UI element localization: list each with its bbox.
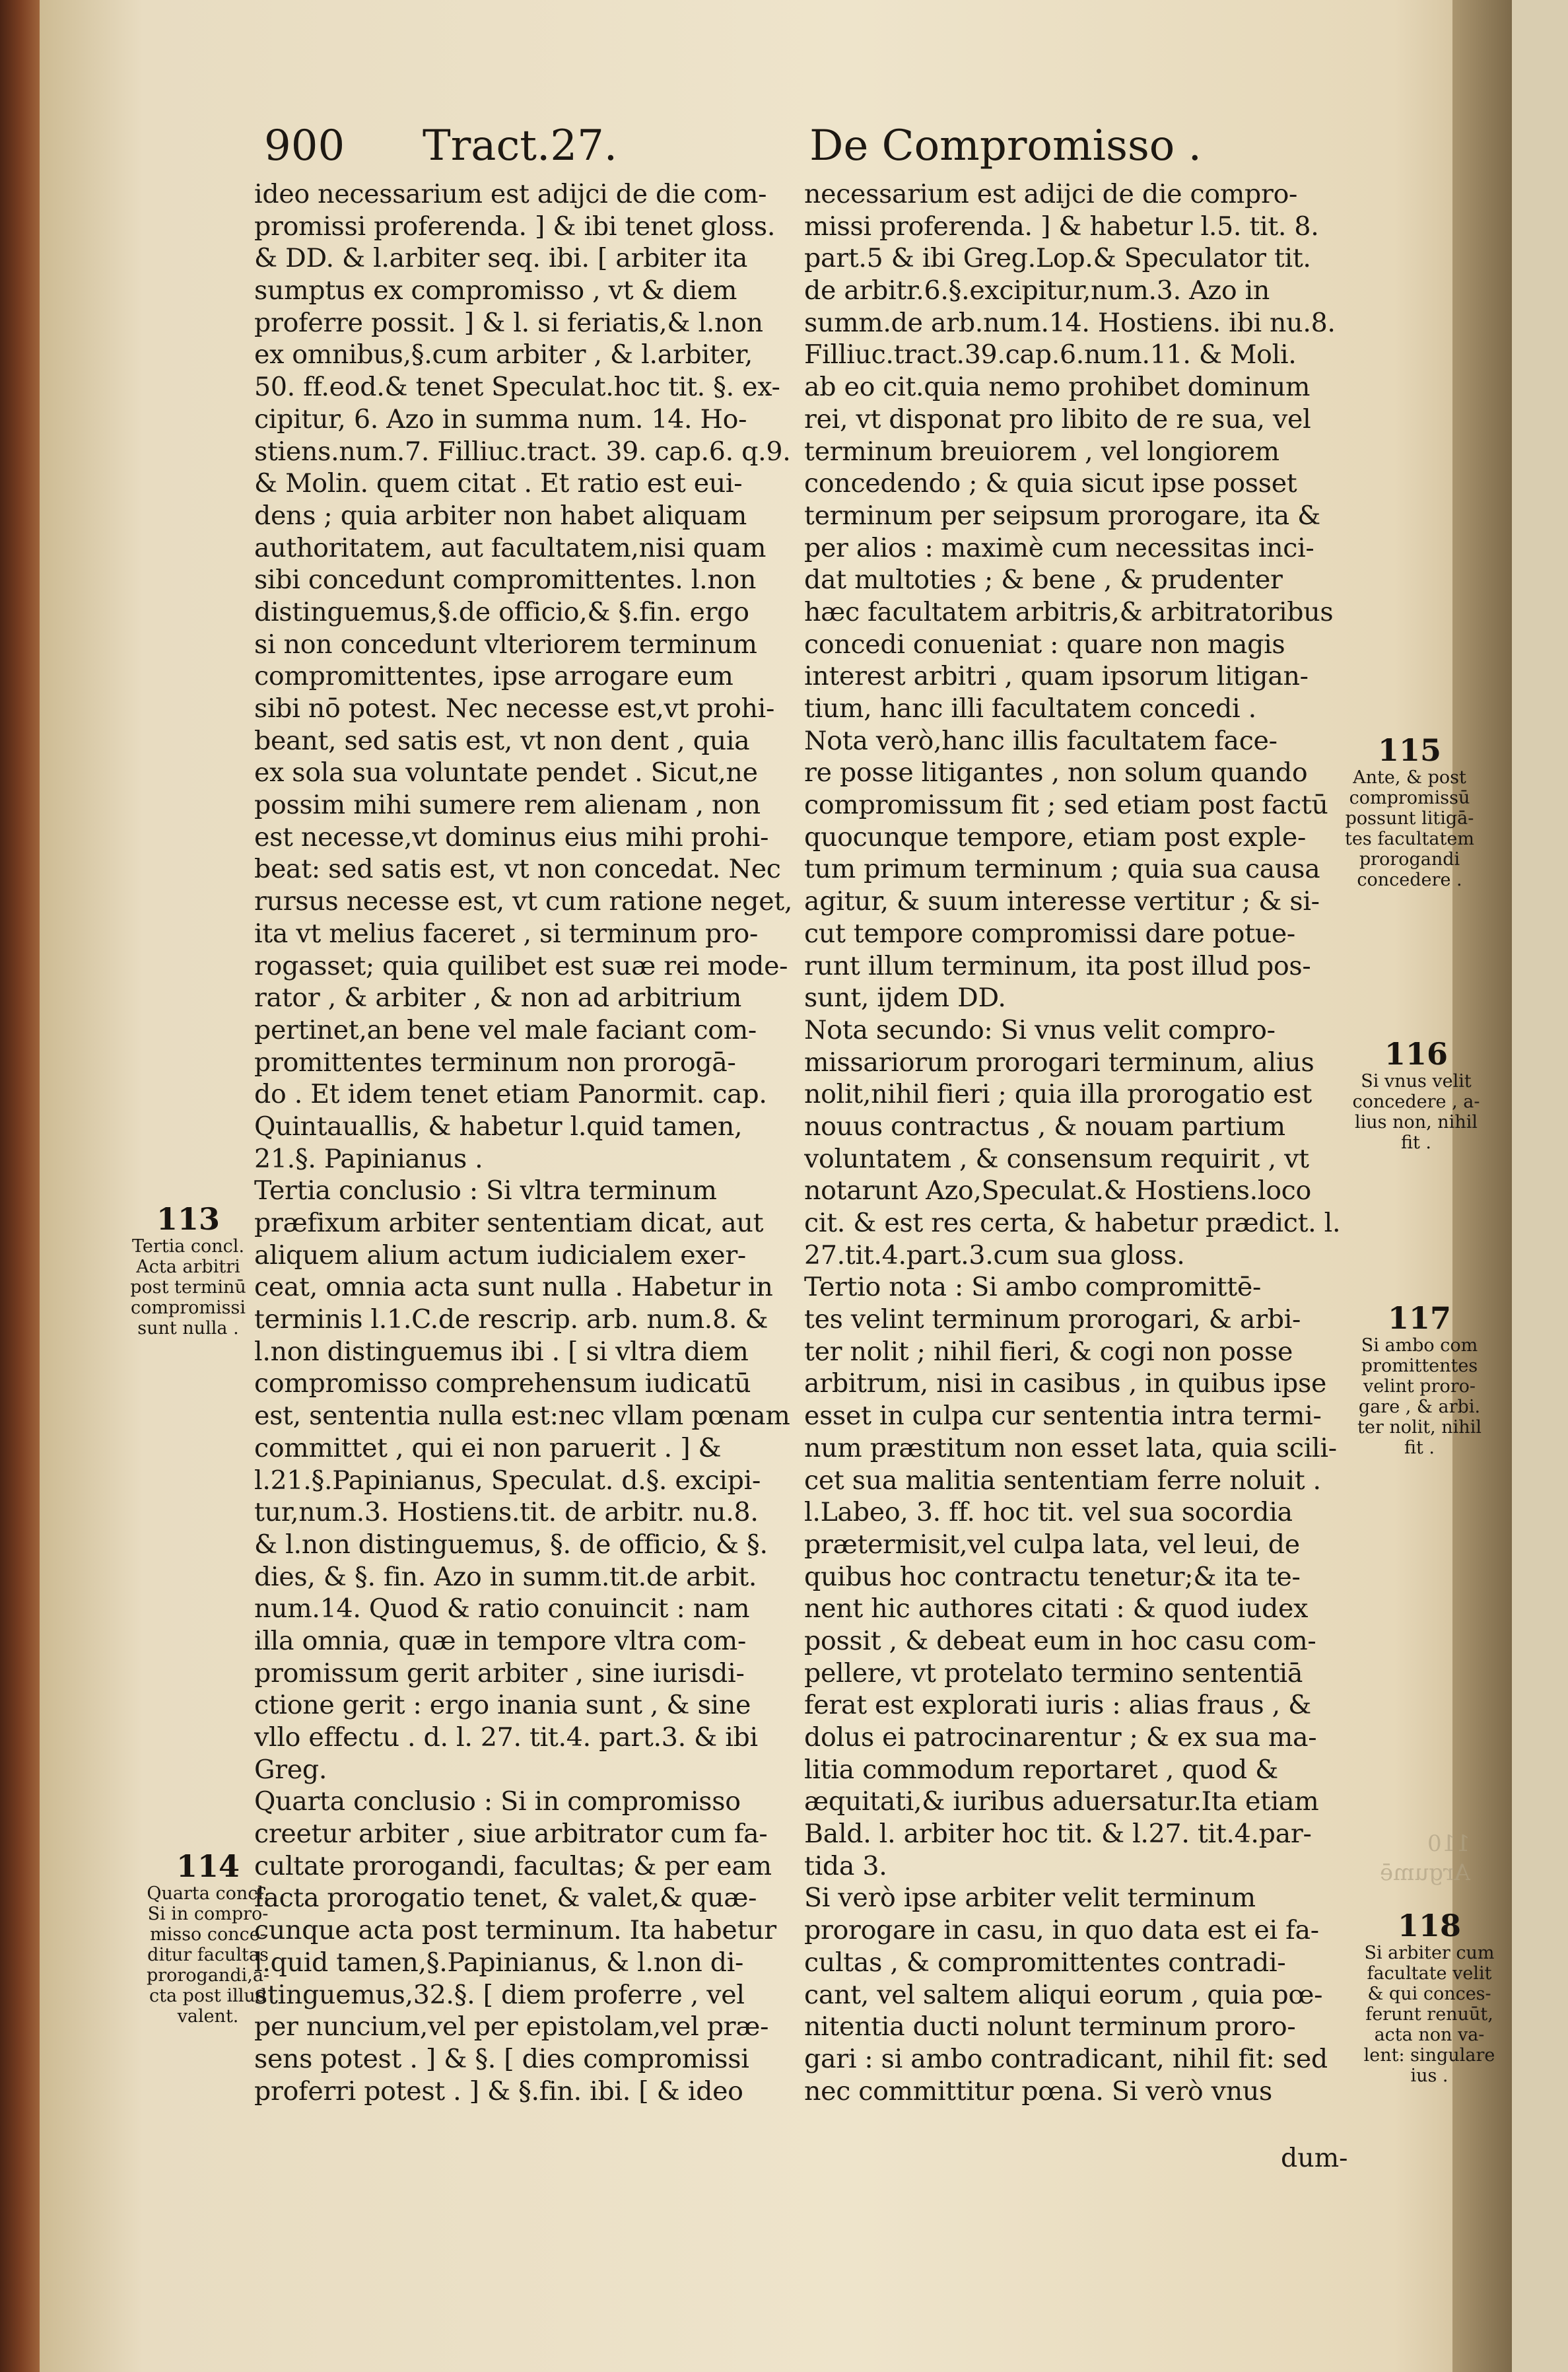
text-line: l.21.§.Papinianus, Speculat. d.§. excipi- bbox=[254, 1465, 761, 1496]
margin-note-line: Ante, & post bbox=[1353, 767, 1466, 788]
text-line: voluntatem , & consensum requirit , vt bbox=[804, 1143, 1309, 1174]
text-line: concedendo ; & quia sicut ipse posset bbox=[804, 468, 1297, 499]
text-line: & l.non distinguemus, §. de officio, & §. bbox=[254, 1529, 768, 1560]
text-line: per nuncium,vel per epistolam,vel præ- bbox=[254, 2011, 769, 2042]
text-line: prorogare in casu, in quo data est ei fa- bbox=[804, 1915, 1319, 1946]
margin-note-line: ter nolit, nihil bbox=[1357, 1417, 1482, 1438]
text-line: cultas , & compromittentes contradi- bbox=[804, 1947, 1286, 1978]
text-line: Tertia conclusio : Si vltra terminum bbox=[254, 1175, 717, 1206]
text-line: stinguemus,32.§. [ diem proferre , vel bbox=[254, 1979, 745, 2010]
text-line: sens potest . ] & §. [ dies compromissi bbox=[254, 2043, 749, 2074]
text-line: necessarium est adijci de die compro- bbox=[804, 179, 1298, 209]
text-line: ctione gerit : ergo inania sunt , & sine bbox=[254, 1690, 751, 1721]
text-line: dies, & §. fin. Azo in summ.tit.de arbit. bbox=[254, 1561, 757, 1592]
text-line: tium, hanc illi facultatem concedi . bbox=[804, 693, 1256, 724]
text-line: & DD. & l.arbiter seq. ibi. [ arbiter ita bbox=[254, 243, 748, 274]
text-line: cultate prorogandi, facultas; & per eam bbox=[254, 1850, 772, 1881]
text-line: Greg. bbox=[254, 1754, 327, 1785]
margin-note-line: lent: singulare bbox=[1363, 2045, 1495, 2066]
text-line: cunque acta post terminum. Ita habetur bbox=[254, 1915, 776, 1946]
text-line: ceat, omnia acta sunt nulla . Habetur in bbox=[254, 1272, 773, 1303]
margin-note-line: gare , & arbi. bbox=[1358, 1397, 1481, 1417]
text-line: sunt, ijdem DD. bbox=[804, 983, 1006, 1014]
text-line: terminis l.1.C.de rescrip. arb. num.8. & bbox=[254, 1304, 768, 1335]
text-line: rogasset; quia quilibet est suæ rei mode- bbox=[254, 950, 788, 981]
text-line: possit , & debeat eum in hoc casu com- bbox=[804, 1625, 1316, 1656]
margin-note-114 bbox=[139, 1849, 277, 2027]
text-line: præfixum arbiter sententiam dicat, aut bbox=[254, 1208, 764, 1238]
text-line: compromissum fit ; sed etiam post factū bbox=[804, 790, 1328, 821]
text-line: summ.de arb.num.14. Hostiens. ibi nu.8. bbox=[804, 307, 1336, 338]
text-line: rursus necesse est, vt cum ratione neget, bbox=[254, 886, 793, 917]
text-line: distinguemus,§.de officio,& §.fin. ergo bbox=[254, 596, 749, 627]
text-line: num.14. Quod & ratio conuincit : nam bbox=[254, 1593, 750, 1624]
margin-note-number: 117 bbox=[1387, 1300, 1452, 1336]
text-line: authoritatem, aut facultatem,nisi quam bbox=[254, 532, 767, 563]
text-line: rator , & arbiter , & non ad arbitrium bbox=[254, 983, 742, 1014]
text-line: 50. ff.eod.& tenet Speculat.hoc tit. §. ex- bbox=[254, 372, 780, 403]
text-line: tida 3. bbox=[804, 1850, 887, 1881]
bleed-through-line: 110 bbox=[1427, 1831, 1470, 1857]
text-line: pertinet,an bene vel male faciant com- bbox=[254, 1014, 757, 1045]
margin-note-line: lius non, nihil bbox=[1355, 1112, 1478, 1133]
text-line: arbitrum, nisi in casibus , in quibus ipse bbox=[804, 1368, 1327, 1399]
text-line: tum primum terminum ; quia sua causa bbox=[804, 854, 1320, 885]
text-line: est necesse,vt dominus eius mihi prohi- bbox=[254, 821, 769, 853]
text-line: notarunt Azo,Speculat.& Hostiens.loco bbox=[804, 1175, 1311, 1206]
text-line: cet sua malitia sententiam ferre noluit . bbox=[804, 1465, 1321, 1496]
margin-note-line: promittentes bbox=[1361, 1356, 1478, 1376]
margin-note-line: misso conce- bbox=[150, 1924, 266, 1945]
text-line: re posse litigantes , non solum quando bbox=[804, 757, 1308, 788]
text-line: terminum breuiorem , vel longiorem bbox=[804, 436, 1279, 467]
text-line: ferat est explorati iuris : alias fraus , & bbox=[804, 1690, 1311, 1721]
margin-note-line: compromissi bbox=[130, 1298, 246, 1318]
text-line: missi proferenda. ] & habetur l.5. tit. 8. bbox=[804, 211, 1319, 242]
text-line: æquitati,& iuribus aduersatur.Ita etiam bbox=[804, 1786, 1319, 1817]
text-line: ita vt melius faceret , si terminum pro- bbox=[254, 918, 759, 949]
text-line: facta prorogatio tenet, & valet,& quæ- bbox=[254, 1883, 757, 1914]
text-line: sumptus ex compromisso , vt & diem bbox=[254, 275, 737, 306]
margin-note-116 bbox=[1347, 1037, 1485, 1153]
text-line: nitentia ducti nolunt terminum proro- bbox=[804, 2011, 1296, 2042]
text-line: promittentes terminum non prorogā- bbox=[254, 1047, 736, 1078]
text-line: quibus hoc contractu tenetur;& ita te- bbox=[804, 1561, 1301, 1592]
text-line: vllo effectu . d. l. 27. tit.4. part.3. & ibi bbox=[254, 1722, 758, 1753]
text-line: esset in culpa cur sententia intra termi- bbox=[804, 1401, 1322, 1432]
text-line: 21.§. Papinianus . bbox=[254, 1143, 483, 1174]
margin-note-line: cta post illud bbox=[149, 1986, 267, 2006]
margin-note-line: Si vnus velit bbox=[1361, 1071, 1472, 1092]
margin-note-line: compromissū bbox=[1349, 788, 1470, 808]
text-line: si non concedunt vlteriorem terminum bbox=[254, 629, 757, 660]
margin-note-line: fit . bbox=[1400, 1133, 1432, 1153]
margin-note-line: Quarta concl. bbox=[147, 1883, 269, 1904]
margin-note-line: possunt litigā- bbox=[1345, 808, 1474, 829]
text-line: dat multoties ; & bene , & prudenter bbox=[804, 565, 1283, 596]
text-line: Filliuc.tract.39.cap.6.num.11. & Moli. bbox=[804, 339, 1297, 370]
margin-note-number: 115 bbox=[1377, 732, 1442, 768]
text-line: Tertio nota : Si ambo compromittē- bbox=[804, 1272, 1261, 1303]
text-line: ter nolit ; nihil fieri, & cogi non posse bbox=[804, 1336, 1293, 1367]
text-line: nolit,nihil fieri ; quia illa prorogatio est bbox=[804, 1079, 1312, 1110]
text-line: Nota verò,hanc illis facultatem face- bbox=[804, 725, 1278, 756]
text-line: proferre possit. ] & l. si feriatis,& l.non bbox=[254, 307, 763, 338]
margin-note-line: valent. bbox=[177, 2006, 239, 2027]
margin-note-line: acta non va- bbox=[1374, 2025, 1485, 2045]
text-line: beant, sed satis est, vt non dent , quia bbox=[254, 725, 750, 756]
text-line: promissum gerit arbiter , sine iurisdi- bbox=[254, 1657, 745, 1689]
right-text-column bbox=[804, 178, 1347, 2107]
margin-note-line: concedere . bbox=[1357, 870, 1462, 890]
catchword: dum- bbox=[1281, 2143, 1348, 2173]
margin-note-number: 114 bbox=[176, 1848, 240, 1884]
text-line: ex sola sua voluntate pendet . Sicut,ne bbox=[254, 757, 758, 788]
text-line: creetur arbiter , siue arbitrator cum fa- bbox=[254, 1819, 768, 1850]
text-line: committet , qui ei non paruerit . ] & bbox=[254, 1432, 722, 1463]
margin-note-number: 116 bbox=[1384, 1036, 1449, 1072]
margin-note-line: ditur facultas bbox=[147, 1945, 269, 1965]
text-line: dolus ei patrocinarentur ; & ex sua ma- bbox=[804, 1722, 1317, 1753]
bleed-through-line: Argumē bbox=[1380, 1860, 1470, 1886]
text-line: possim mihi sumere rem alienam , non bbox=[254, 790, 761, 821]
text-line: compromittentes, ipse arrogare eum bbox=[254, 661, 733, 692]
text-line: rei, vt disponat pro libito de re sua, vel bbox=[804, 403, 1311, 435]
margin-note-line: Si ambo com bbox=[1361, 1335, 1478, 1356]
text-line: hæc facultatem arbitris,& arbitratoribus bbox=[804, 596, 1334, 627]
text-line: ex omnibus,§.cum arbiter , & l.arbiter, bbox=[254, 339, 753, 370]
tract-label: Tract.27. bbox=[423, 122, 618, 170]
text-line: l.quid tamen,§.Papinianus, & l.non di- bbox=[254, 1947, 744, 1978]
text-line: de arbitr.6.§.excipitur,num.3. Azo in bbox=[804, 275, 1270, 306]
margin-note-line: tes facultatem bbox=[1345, 829, 1474, 849]
margin-note-line: Acta arbitri bbox=[136, 1257, 240, 1277]
margin-note-line: Si arbiter cum bbox=[1364, 1943, 1495, 1963]
text-line: per alios : maximè cum necessitas inci- bbox=[804, 532, 1314, 563]
text-line: concedi conueniat : quare non magis bbox=[804, 629, 1285, 660]
text-line: l.Labeo, 3. ff. hoc tit. vel sua socordia bbox=[804, 1497, 1293, 1528]
left-text-column bbox=[254, 178, 800, 2107]
text-line: ideo necessarium est adijci de die com- bbox=[254, 179, 767, 209]
text-line: aliquem alium actum iudicialem exer- bbox=[254, 1239, 746, 1271]
margin-note-line: prorogandi,a- bbox=[146, 1965, 270, 1986]
margin-note-number: 113 bbox=[156, 1201, 221, 1237]
text-line: cipitur, 6. Azo in summa num. 14. Ho- bbox=[254, 403, 747, 435]
margin-note-line: Si in compro- bbox=[147, 1904, 269, 1924]
margin-note-line: facultate velit bbox=[1367, 1963, 1492, 1984]
text-line: ab eo cit.quia nemo prohibet dominum bbox=[804, 372, 1311, 403]
text-line: Si verò ipse arbiter velit terminum bbox=[804, 1883, 1256, 1914]
text-line: sibi nō potest. Nec necesse est,vt prohi- bbox=[254, 693, 775, 724]
text-line: prætermisit,vel culpa lata, vel leui, de bbox=[804, 1529, 1300, 1560]
bleed-through-text bbox=[1380, 1829, 1470, 1887]
page-title: De Compromisso . bbox=[809, 122, 1202, 170]
margin-note-line: ius . bbox=[1410, 2066, 1449, 2086]
margin-note-line: fit . bbox=[1404, 1438, 1435, 1458]
margin-note-line: sunt nulla . bbox=[137, 1318, 239, 1339]
text-line: cit. & est res certa, & habetur prædict. l. bbox=[804, 1208, 1341, 1238]
text-line: promissi proferenda. ] & ibi tenet gloss. bbox=[254, 211, 776, 242]
margin-note-118 bbox=[1360, 1908, 1499, 2086]
text-line: compromisso comprehensum iudicatū bbox=[254, 1368, 751, 1399]
margin-note-117 bbox=[1350, 1301, 1489, 1458]
text-line: missariorum prorogari terminum, alius bbox=[804, 1047, 1314, 1078]
text-line: sibi concedunt compromittentes. l.non bbox=[254, 565, 757, 596]
margin-note-line: prorogandi bbox=[1359, 849, 1460, 870]
text-line: 27.tit.4.part.3.cum sua gloss. bbox=[804, 1239, 1185, 1271]
text-line: & Molin. quem citat . Et ratio est eui- bbox=[254, 468, 743, 499]
text-line: interest arbitri , quam ipsorum litigan- bbox=[804, 661, 1309, 692]
text-line: dens ; quia arbiter non habet aliquam bbox=[254, 500, 747, 531]
margin-note-line: Tertia concl. bbox=[131, 1236, 245, 1257]
text-line: do . Et idem tenet etiam Panormit. cap. bbox=[254, 1079, 767, 1110]
running-header bbox=[264, 116, 1202, 176]
margin-note-line: & qui conces- bbox=[1367, 1984, 1491, 2004]
text-line: tur,num.3. Hostiens.tit. de arbitr. nu.8. bbox=[254, 1497, 759, 1528]
text-line: stiens.num.7. Filliuc.tract. 39. cap.6. q.9. bbox=[254, 436, 791, 467]
text-line: pellere, vt protelato termino sententiā bbox=[804, 1657, 1303, 1689]
text-line: quocunque tempore, etiam post exple- bbox=[804, 821, 1307, 853]
text-line: cut tempore compromissi dare potue- bbox=[804, 918, 1295, 949]
text-line: nec committitur pœna. Si verò vnus bbox=[804, 2076, 1272, 2107]
text-line: nouus contractus , & nouam partium bbox=[804, 1111, 1285, 1142]
text-line: part.5 & ibi Greg.Lop.& Speculator tit. bbox=[804, 243, 1311, 274]
text-line: gari : si ambo contradicant, nihil fit: sed bbox=[804, 2043, 1328, 2074]
text-line: nent hic authores citati : & quod iudex bbox=[804, 1593, 1309, 1624]
margin-note-line: ferunt renuūt, bbox=[1365, 2004, 1493, 2025]
text-line: Quintauallis, & habetur l.quid tamen, bbox=[254, 1111, 743, 1142]
text-line: l.non distinguemus ibi . [ si vltra diem bbox=[254, 1336, 749, 1367]
text-line: runt illum terminum, ita post illud pos- bbox=[804, 950, 1311, 981]
text-line: litia commodum reportaret , quod & bbox=[804, 1754, 1278, 1785]
text-line: beat: sed satis est, vt non concedat. Nec bbox=[254, 854, 781, 885]
text-line: Nota secundo: Si vnus velit compro- bbox=[804, 1014, 1276, 1045]
text-line: proferri potest . ] & §.fin. ibi. [ & ideo bbox=[254, 2076, 743, 2107]
margin-note-line: post terminū bbox=[130, 1277, 246, 1298]
text-line: agitur, & suum interesse vertitur ; & si- bbox=[804, 886, 1320, 917]
margin-note-115 bbox=[1340, 733, 1479, 890]
margin-note-113 bbox=[119, 1202, 257, 1339]
text-line: illa omnia, quæ in tempore vltra com- bbox=[254, 1625, 747, 1656]
margin-note-line: velint proro- bbox=[1363, 1376, 1476, 1397]
text-line: cant, vel saltem aliqui eorum , quia pœ- bbox=[804, 1979, 1323, 2010]
margin-note-number: 118 bbox=[1397, 1908, 1462, 1943]
text-line: terminum per seipsum prorogare, ita & bbox=[804, 500, 1320, 531]
text-line: tes velint terminum prorogari, & arbi- bbox=[804, 1304, 1301, 1335]
text-line: Bald. l. arbiter hoc tit. & l.27. tit.4.par- bbox=[804, 1819, 1312, 1850]
page-number: 900 bbox=[264, 122, 345, 170]
text-line: est, sententia nulla est:nec vllam pœnam bbox=[254, 1401, 790, 1432]
margin-note-line: concedere , a- bbox=[1352, 1092, 1480, 1112]
text-line: num præstitum non esset lata, quia scili- bbox=[804, 1432, 1337, 1463]
text-line: Quarta conclusio : Si in compromisso bbox=[254, 1786, 741, 1817]
